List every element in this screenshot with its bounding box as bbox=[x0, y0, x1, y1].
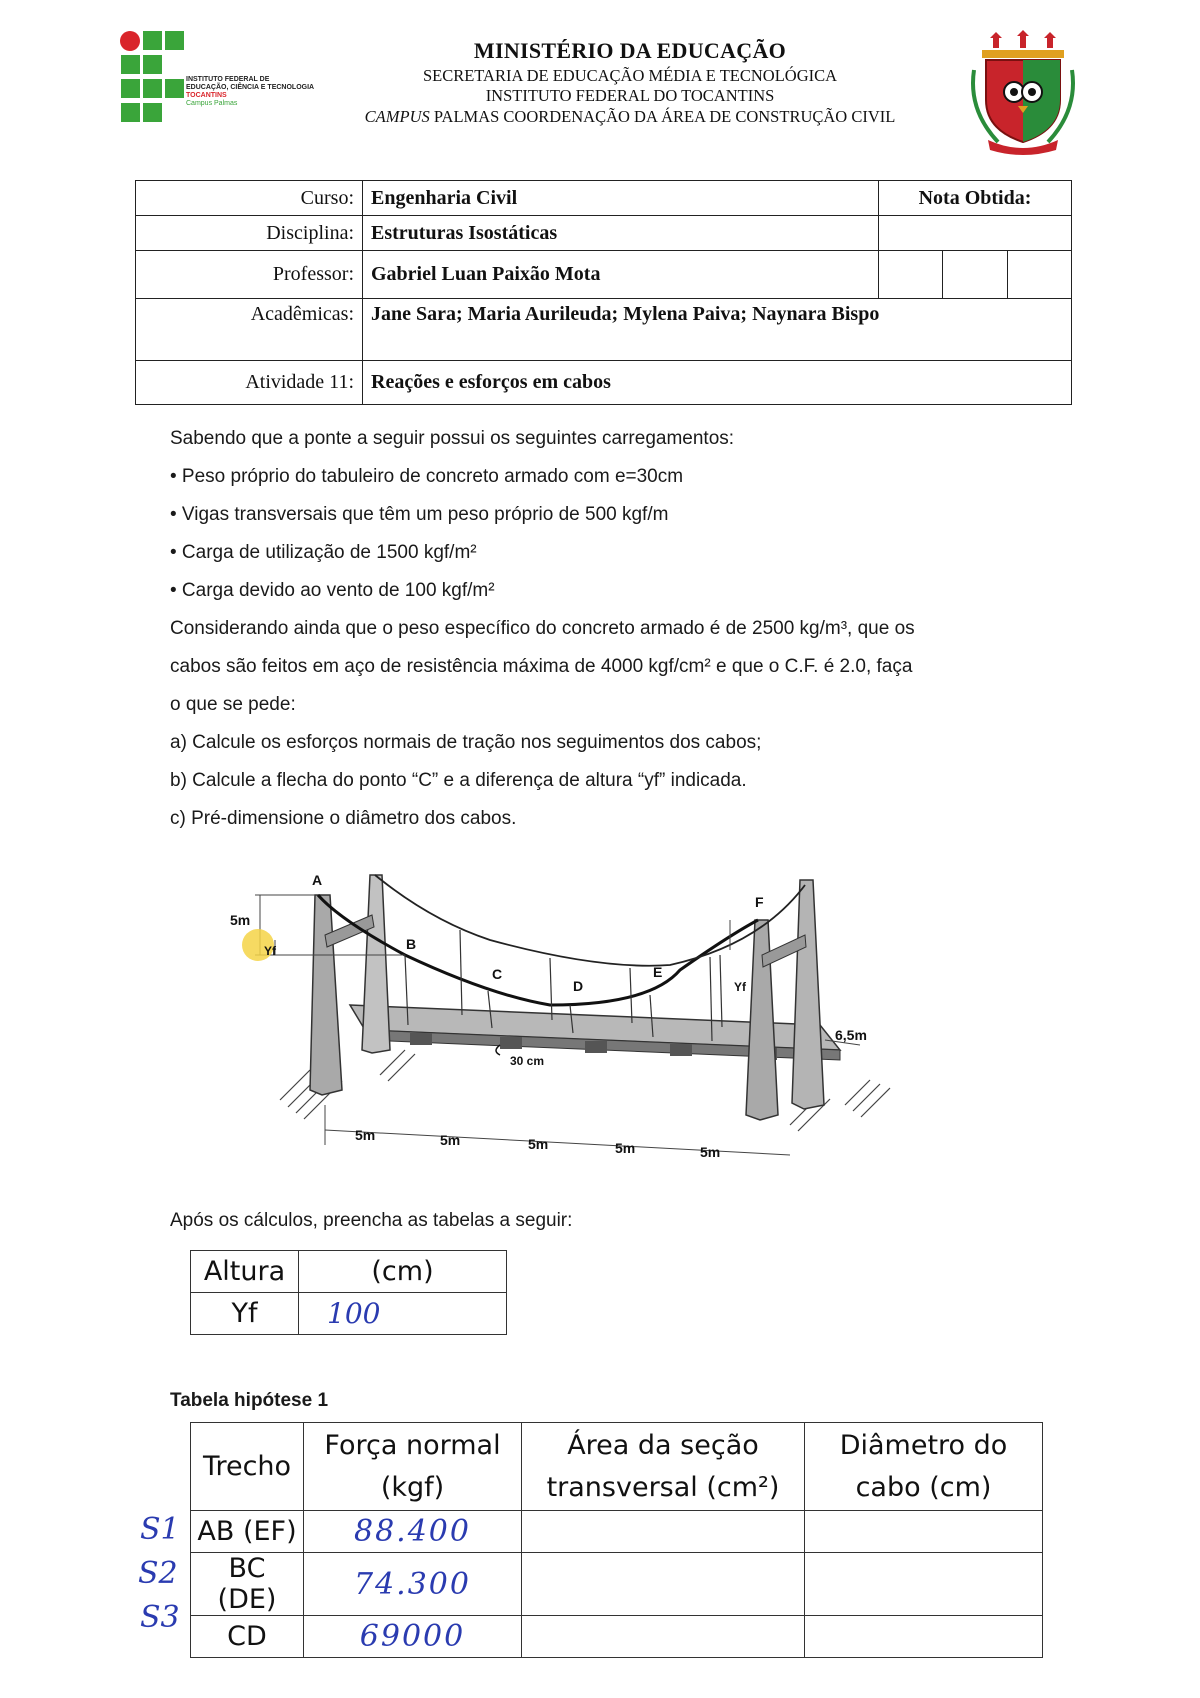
width-label: 6,5m bbox=[835, 1027, 867, 1043]
atividade-value: Reações e esforços em cabos bbox=[363, 361, 1072, 405]
cm-header: (cm) bbox=[299, 1251, 507, 1293]
consider-line-1: Considerando ainda que o peso específico do concreto armado é de 2500 kg/m³, que os bbox=[170, 618, 915, 639]
height-label: 5m bbox=[230, 912, 251, 928]
nota-blank-cell bbox=[879, 216, 1072, 251]
diametro-cell[interactable] bbox=[805, 1511, 1043, 1553]
table-row bbox=[191, 1553, 1043, 1616]
yf-label-left: Yf bbox=[264, 944, 276, 958]
ministry-title: MINISTÉRIO DA EDUCAÇÃO bbox=[473, 38, 787, 63]
forca-header: Força normal (kgf) bbox=[304, 1423, 522, 1511]
diametro-cell[interactable] bbox=[805, 1553, 1043, 1616]
consider-line-2: cabos são feitos em aço de resistência máxima de 4000 kgf/cm² e que o C.F. é 2.0, faça bbox=[170, 656, 913, 677]
trecho-cell: BC (DE) bbox=[191, 1553, 304, 1616]
if-logo-squares-icon bbox=[120, 30, 184, 126]
campus-line bbox=[330, 107, 930, 127]
row-mark-s1: S1 bbox=[140, 1512, 180, 1547]
disciplina-label: Disciplina: bbox=[136, 216, 363, 251]
grade-cell-3 bbox=[1007, 251, 1071, 299]
hipotese-title: Tabela hipótese 1 bbox=[170, 1390, 329, 1411]
question-a: a) Calcule os esforços normais de tração nos seguimentos dos cabos; bbox=[170, 732, 762, 753]
area-cell[interactable] bbox=[522, 1511, 805, 1553]
grade-cell-2 bbox=[943, 251, 1007, 299]
ground-hatch-left bbox=[280, 1050, 415, 1119]
campus-crest bbox=[968, 30, 1078, 155]
professor-value: Gabriel Luan Paixão Mota bbox=[363, 251, 879, 299]
question-c: c) Pré-dimensione o diâmetro dos cabos. bbox=[170, 808, 517, 829]
span-label-2: 5m bbox=[440, 1132, 461, 1148]
row-mark-s3: S3 bbox=[140, 1600, 180, 1635]
thickness-label: 30 cm bbox=[510, 1054, 545, 1068]
diametro-cell[interactable] bbox=[805, 1616, 1043, 1658]
tower-left-front bbox=[310, 895, 342, 1095]
area-header: Área da seção transversal (cm²) bbox=[522, 1423, 805, 1511]
point-a-label: A bbox=[312, 872, 323, 888]
table-row bbox=[191, 1616, 1043, 1658]
span-label-3: 5m bbox=[528, 1136, 549, 1152]
bridge-diagram bbox=[230, 845, 930, 1185]
area-cell[interactable] bbox=[522, 1553, 805, 1616]
bullet-1: • Peso próprio do tabuleiro de concreto armado com e=30cm bbox=[170, 466, 684, 487]
crest-icon bbox=[968, 30, 1078, 155]
logo-text-1: INSTITUTO FEDERAL DE bbox=[186, 76, 270, 83]
after-text: Após os cálculos, preencha as tabelas a seguir: bbox=[170, 1210, 573, 1231]
atividade-label: Atividade 11: bbox=[136, 361, 363, 405]
area-cell[interactable] bbox=[522, 1616, 805, 1658]
span-label-4: 5m bbox=[615, 1140, 636, 1156]
table-row bbox=[191, 1511, 1043, 1553]
academicas-value: Jane Sara; Maria Aurileuda; Mylena Paiva; Naynara Bispo bbox=[363, 299, 1072, 361]
diametro-header: Diâmetro do cabo (cm) bbox=[805, 1423, 1043, 1511]
point-e-label: E bbox=[653, 964, 663, 980]
logo-text-2: EDUCAÇÃO, CIÊNCIA E TECNOLOGIA bbox=[186, 84, 315, 91]
logo-text-3: TOCANTINS bbox=[186, 92, 227, 99]
row-mark-s2: S2 bbox=[138, 1556, 178, 1591]
span-label-1: 5m bbox=[355, 1127, 376, 1143]
span-label-5: 5m bbox=[700, 1144, 721, 1160]
yf-row-value[interactable]: 100 bbox=[299, 1293, 507, 1335]
if-logo bbox=[120, 30, 320, 126]
forca-cell[interactable]: 74.300 bbox=[304, 1553, 522, 1616]
bullet-2: • Vigas transversais que têm um peso próprio de 500 kgf/m bbox=[170, 504, 669, 525]
bullet-3: • Carga de utilização de 1500 kgf/m² bbox=[170, 542, 477, 563]
point-f-label: F bbox=[755, 894, 764, 910]
course-info-table bbox=[135, 180, 1072, 405]
logo-text-4: Campus Palmas bbox=[186, 100, 238, 107]
forca-cell[interactable]: 69000 bbox=[304, 1616, 522, 1658]
altura-header: Altura bbox=[191, 1251, 299, 1293]
altura-table bbox=[190, 1250, 507, 1335]
campus-italic: CAMPUS bbox=[364, 107, 430, 126]
hipotese-table bbox=[190, 1422, 1043, 1658]
curso-label: Curso: bbox=[136, 181, 363, 216]
tower-right-back bbox=[792, 880, 824, 1109]
professor-label: Professor: bbox=[136, 251, 363, 299]
intro-text: Sabendo que a ponte a seguir possui os seguintes carregamentos: bbox=[170, 428, 735, 449]
trecho-cell: AB (EF) bbox=[191, 1511, 304, 1553]
campus-rest: PALMAS COORDENAÇÃO DA ÁREA DE CONSTRUÇÃO CIVIL bbox=[429, 107, 896, 126]
trecho-cell: CD bbox=[191, 1616, 304, 1658]
grade-cell-1 bbox=[879, 251, 943, 299]
thickness-arrow-icon bbox=[496, 1045, 500, 1055]
trecho-header: Trecho bbox=[191, 1423, 304, 1511]
disciplina-value: Estruturas Isostáticas bbox=[363, 216, 879, 251]
secretary-line: SECRETARIA DE EDUCAÇÃO MÉDIA E TECNOLÓGICA bbox=[422, 66, 838, 85]
yf-label-right: Yf bbox=[734, 980, 746, 994]
bullet-4: • Carga devido ao vento de 100 kgf/m² bbox=[170, 580, 495, 601]
institute-line: INSTITUTO FEDERAL DO TOCANTINS bbox=[485, 86, 775, 105]
point-c-label: C bbox=[492, 966, 503, 982]
tower-left-back bbox=[362, 875, 390, 1053]
question-b: b) Calcule a flecha do ponto “C” e a diferença de altura “yf” indicada. bbox=[170, 770, 747, 791]
cable-back bbox=[375, 875, 805, 966]
point-d-label: D bbox=[573, 978, 584, 994]
consider-line-3: o que se pede: bbox=[170, 694, 296, 715]
curso-value: Engenharia Civil bbox=[363, 181, 879, 216]
forca-cell[interactable]: 88.400 bbox=[304, 1511, 522, 1553]
nota-label: Nota Obtida: bbox=[879, 181, 1072, 216]
yf-row-label: Yf bbox=[191, 1293, 299, 1335]
point-b-label: B bbox=[406, 936, 417, 952]
academicas-label: Acadêmicas: bbox=[136, 299, 363, 361]
